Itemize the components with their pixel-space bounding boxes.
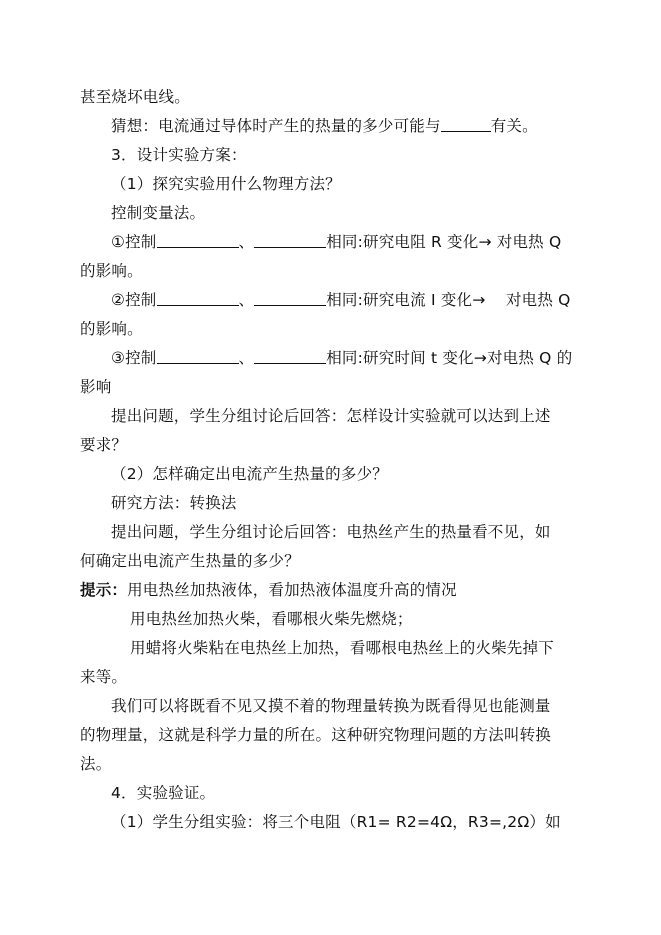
text-line: 我们可以将既看不见又摸不着的物理量转换为既看得见也能测量 — [111, 697, 551, 715]
hint-item: 用电热丝加热火柴，看哪根火柴先燃烧； — [130, 610, 413, 628]
separator: 、 — [238, 233, 255, 251]
control-prefix: ③控制 — [111, 349, 157, 367]
text-line: 甚至烧坏电线。 — [80, 88, 190, 106]
control-line-1 — [111, 232, 561, 252]
text-line: 的影响。 — [80, 262, 143, 280]
text-line: 法。 — [80, 755, 112, 773]
control-suffix: 相同:研究时间 t 变化→对电热 Q 的 — [326, 349, 573, 367]
fill-blank — [254, 290, 326, 306]
control-line-3 — [111, 348, 572, 368]
hint-label: 提示： — [80, 581, 128, 599]
text-line: 提出问题，学生分组讨论后回答：电热丝产生的热量看不见，如 — [111, 523, 551, 541]
text-line: 的物理量，这就是科学力量的所在。这种研究物理问题的方法叫转换 — [80, 726, 552, 744]
text-line: 来等。 — [80, 668, 128, 686]
fill-blank — [441, 116, 491, 132]
guess-line — [111, 116, 538, 136]
question: （1）探究实验用什么物理方法？ — [111, 175, 341, 193]
fill-blank — [157, 232, 239, 248]
section-heading: 4．实验验证。 — [111, 784, 216, 802]
fill-blank — [157, 290, 239, 306]
hint-item: 用电热丝加热液体，看加热液体温度升高的情况 — [127, 581, 457, 599]
control-line-2 — [111, 290, 571, 310]
text-line: （1）学生分组实验：将三个电阻（R1= R2=4Ω，R3=,2Ω）如 — [111, 813, 561, 831]
hint-item: 用蜡将火柴粘在电热丝上加热，看哪根电热丝上的火柴先掉下 — [130, 639, 554, 657]
text-line: 的影响。 — [80, 320, 143, 338]
guess-prefix: 猜想：电流通过导体时产生的热量的多少可能与 — [111, 117, 441, 135]
text-line: 影响 — [80, 378, 112, 396]
control-suffix: 相同:研究电流 I 变化→ 对电热 Q — [326, 291, 571, 309]
section-heading: 3．设计实验方案： — [111, 146, 247, 164]
fill-blank — [254, 232, 326, 248]
guess-suffix: 有关。 — [490, 117, 538, 135]
method-line: 研究方法：转换法 — [111, 494, 237, 512]
separator: 、 — [238, 291, 255, 309]
answer: 控制变量法。 — [111, 204, 206, 222]
fill-blank — [157, 348, 239, 364]
hint-line — [80, 580, 457, 600]
fill-blank — [254, 348, 326, 364]
control-prefix: ②控制 — [111, 291, 157, 309]
control-suffix: 相同:研究电阻 R 变化→ 对电热 Q — [326, 233, 562, 251]
control-prefix: ①控制 — [111, 233, 157, 251]
text-line: 提出问题，学生分组讨论后回答：怎样设计实验就可以达到上述 — [111, 407, 551, 425]
question: （2）怎样确定出电流产生热量的多少？ — [111, 465, 388, 483]
separator: 、 — [238, 349, 255, 367]
text-line: 何确定出电流产生热量的多少？ — [80, 552, 300, 570]
text-line: 要求？ — [80, 436, 128, 454]
